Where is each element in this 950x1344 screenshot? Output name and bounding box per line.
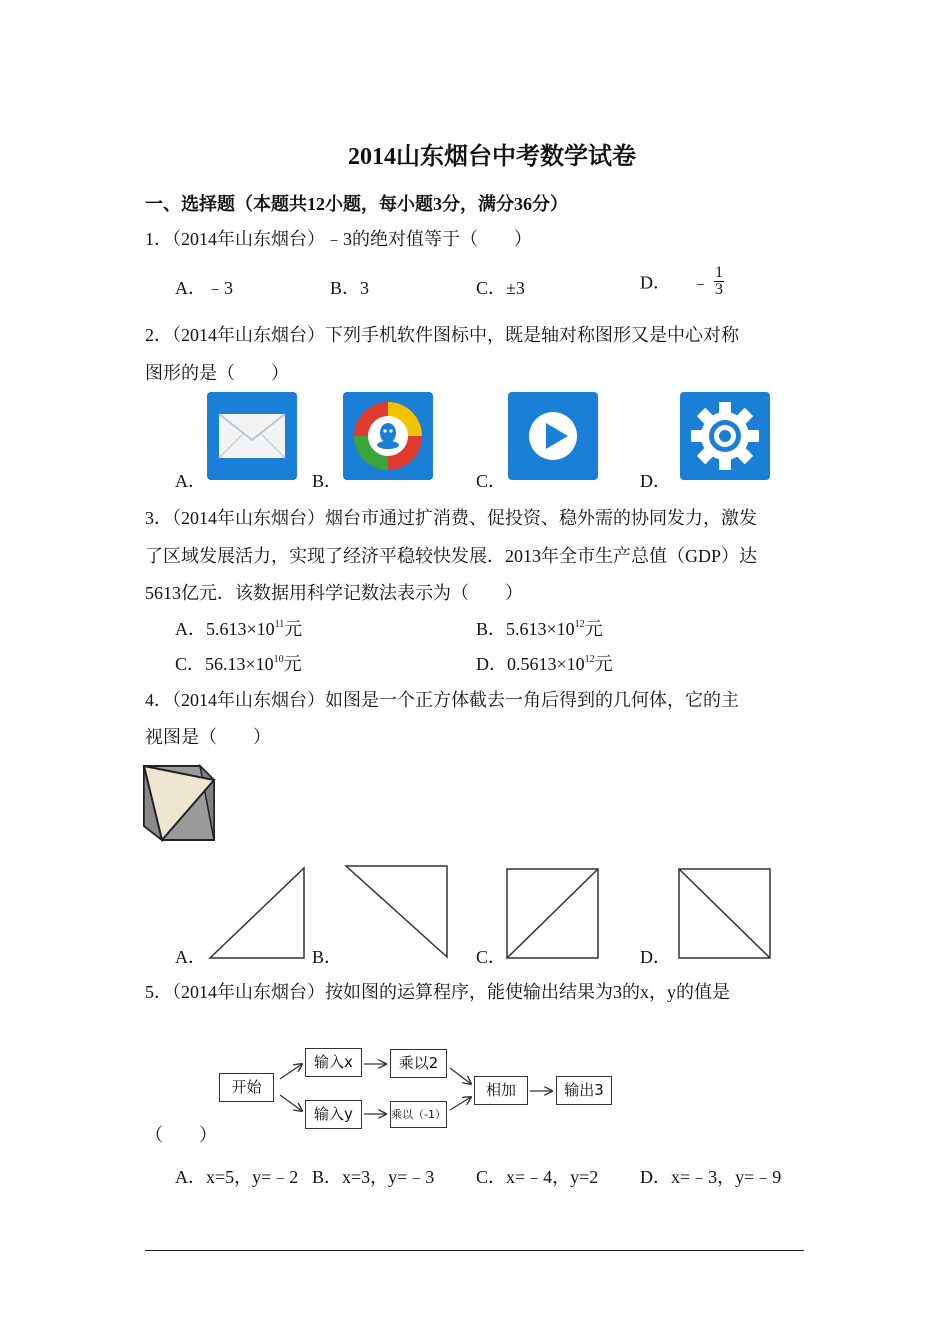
q1-option-a: A．﹣3 bbox=[175, 278, 233, 298]
q3-option-b: B．$5.613\times 10^{12}$元 bbox=[476, 619, 603, 639]
flow-start: 开始 bbox=[219, 1073, 274, 1102]
q2-option-a-label: A． bbox=[175, 471, 206, 491]
q2-option-b-label: B． bbox=[312, 471, 343, 491]
flow-multiply-neg1: 乘以（-1） bbox=[390, 1101, 447, 1128]
question-3-stem-line1: 3．（2014年山东烟台）烟台市通过扩消费、促投资、稳外需的协同发力，激发 bbox=[145, 508, 757, 528]
q4-option-c-label: C． bbox=[476, 947, 507, 967]
q2-option-d-label: D． bbox=[640, 471, 671, 491]
flow-input-y: 输入y bbox=[305, 1100, 362, 1129]
q1-option-d-label: D． bbox=[640, 272, 671, 293]
q3-option-d: D．$0.5613\times 10^{12}$元 bbox=[476, 654, 613, 674]
fraction-numerator: 1 bbox=[715, 264, 723, 281]
q3-option-a: A．$5.613\times 10^{11}$元 bbox=[175, 619, 303, 639]
q5-option-d: D．x=﹣3，y=﹣9 bbox=[640, 1167, 782, 1187]
q5-option-c: C．x=﹣4，y=2 bbox=[476, 1167, 599, 1187]
q5-option-a: A．x=5，y=﹣2 bbox=[175, 1167, 299, 1187]
page-title: 2014山东烟台中考数学试卷 bbox=[348, 144, 636, 170]
footer-divider bbox=[145, 1250, 804, 1251]
question-3-stem-line2: 了区域发展活力，实现了经济平稳较快发展．2013年全市生产总值（GDP）达 bbox=[145, 546, 758, 566]
flow-input-x: 输入x bbox=[305, 1048, 362, 1077]
q5-option-b: B．x=3，y=﹣3 bbox=[312, 1167, 435, 1187]
flow-output: 输出3 bbox=[556, 1076, 612, 1105]
section-heading: 一、选择题（本题共12小题，每小题3分，满分36分） bbox=[145, 194, 568, 214]
fraction-denominator: 3 bbox=[715, 281, 723, 298]
question-3-stem-line3: 5613亿元．该数据用科学记数法表示为（ ） bbox=[145, 583, 523, 603]
flow-multiply-2: 乘以2 bbox=[390, 1049, 447, 1078]
q1-option-d-sign: ﹣ bbox=[691, 272, 710, 293]
q1-option-c: C．±3 bbox=[476, 278, 525, 298]
q4-option-a-label: A． bbox=[175, 947, 206, 967]
q3-option-c: C．$56.13\times 10^{10}$元 bbox=[175, 654, 302, 674]
arrow-start-to-y bbox=[280, 1095, 302, 1111]
question-2-stem-line2: 图形的是（ ） bbox=[145, 363, 289, 383]
question-4-stem-line2: 视图是（ ） bbox=[145, 727, 271, 747]
question-5-stem: 5．（2014年山东烟台）按如图的运算程序，能使输出结果为3的x，y的值是 bbox=[145, 982, 730, 1002]
q2-option-c-label: C． bbox=[476, 471, 507, 491]
question-1-stem: 1．（2014年山东烟台）﹣3的绝对值等于（ ） bbox=[145, 229, 532, 249]
question-2-stem-line1: 2．（2014年山东烟台）下列手机软件图标中，既是轴对称图形又是中心对称 bbox=[145, 325, 739, 345]
flow-add: 相加 bbox=[474, 1076, 528, 1105]
arrow-mul2-to-add bbox=[450, 1068, 471, 1084]
question-4-stem-line1: 4．（2014年山东烟台）如图是一个正方体截去一角后得到的几何体，它的主 bbox=[145, 690, 739, 710]
arrow-start-to-x bbox=[280, 1064, 302, 1079]
arrow-mulneg1-to-add bbox=[450, 1097, 471, 1110]
q4-option-b-label: B． bbox=[312, 947, 343, 967]
question-5-paren: （ ） bbox=[145, 1125, 217, 1145]
q1-option-b: B．3 bbox=[330, 278, 370, 298]
q4-option-d-label: D． bbox=[640, 947, 671, 967]
